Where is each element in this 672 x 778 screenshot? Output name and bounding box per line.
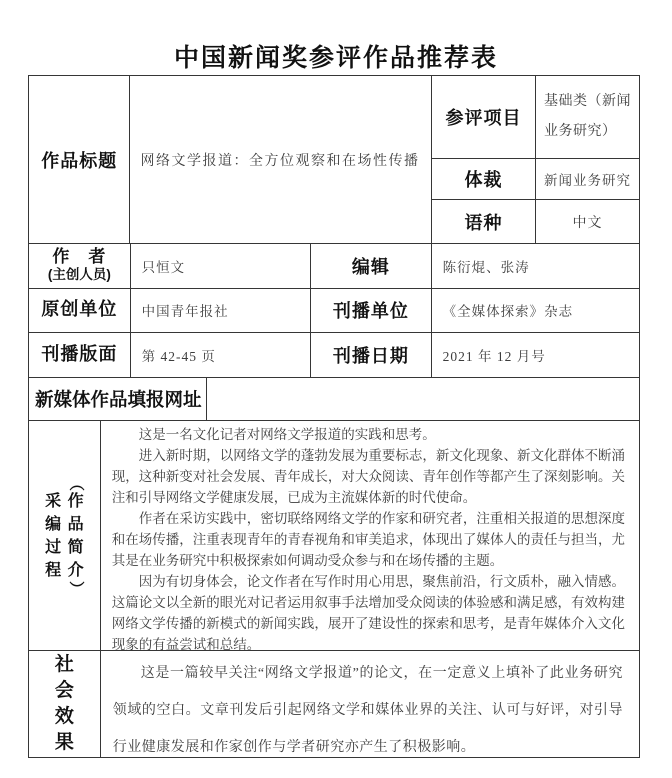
process-label-primary: 采编过程 (45, 492, 62, 579)
publish-page-value: 第 42-45 页 (131, 333, 311, 377)
entry-item-value: 基础类（新闻业务研究） (544, 94, 631, 139)
social-effect-text (101, 651, 639, 757)
author-label-main: 作 者 (52, 247, 107, 267)
process-paragraph: 因为有切身体会，论文作者在写作时用心用思，聚焦前沿，行文质朴，融入情感。这篇论文以全新的眼光对记者运用叙事手法增加受众阅读的体验感和满足感，有效构建网络文学传播的新模式的新闻实践，展开了建设性的探索和思考，是青年媒体介入文化现象的有益尝试和总结。 (111, 574, 625, 653)
row-social-effect (29, 651, 639, 757)
new-media-url-value (207, 378, 639, 421)
process-paragraph: 这是一名文化记者对网络文学报道的实践和思考。 (138, 427, 436, 443)
row-work-title (29, 76, 639, 244)
author-value: 只恒文 (131, 244, 311, 288)
row-new-media-url (29, 378, 639, 422)
paren-close-glyph: ） (67, 580, 85, 596)
language-value: 中文 (572, 215, 603, 231)
original-unit-value: 中国青年报社 (131, 289, 311, 333)
row-entry-item (432, 76, 639, 159)
entry-info-column (432, 76, 639, 243)
process-label-secondary-group (65, 477, 87, 595)
author-label-sub: (主创人员) (47, 267, 111, 283)
genre-value: 新闻业务研究 (544, 173, 631, 188)
process-intro-text (101, 421, 639, 653)
editor-value: 陈衍焜、张涛 (442, 259, 530, 275)
page-title: 中国新闻奖参评作品推荐表 (173, 45, 498, 72)
publish-page-label: 刊播版面 (29, 333, 131, 377)
publish-date-value: 2021 年 12 月号 (442, 348, 546, 364)
social-effect-paragraph: 这是一篇较早关注“网络文学报道”的论文，在一定意义上填补了此业务研究领域的空白。文章刊发后引起网络文学和媒体业界的关注、认可与好评，对引导行业健康发展和作家创作与学者研究亦产生了积极影响。 (112, 666, 623, 756)
row-units (29, 289, 639, 334)
original-unit-label: 原创单位 (29, 289, 131, 333)
language-label: 语种 (432, 200, 536, 243)
author-label (29, 244, 131, 288)
process-paragraph: 作者在采访实践中，密切联络网络文学的作家和研究者，注重相关报道的思想深度和在场传播，注重表现青年的青春视角和审美追求，体现出了媒体人的责任与担当，尤其是在业务研究中积极探索如何调动受众参与和在场传播的主题。 (111, 511, 625, 569)
work-title-value: 网络文学报道：全方位观察和在场性传播 (130, 76, 432, 243)
recommendation-form-table (28, 75, 640, 758)
paren-open-glyph: （ (67, 475, 85, 491)
publish-unit-label: 刊播单位 (311, 289, 432, 333)
row-genre (432, 159, 639, 200)
process-paragraph: 进入新时期，以网络文学的蓬勃发展为重要标志，新文化现象、新文化群体不断涌现，这种新变对社会发展、青年成长，对大众阅读、青年创作等都产生了深刻影响。关注和引导网络文学健康发展，已成为主流媒体新的时代使命。 (111, 448, 625, 506)
process-label-secondary: 作品简介 (67, 492, 84, 579)
process-intro-label (29, 421, 101, 650)
entry-item-label: 参评项目 (432, 76, 536, 158)
publish-unit-value: 《全媒体探索》杂志 (442, 304, 574, 320)
row-process-intro (29, 421, 639, 651)
row-publish-info (29, 333, 639, 378)
row-language (432, 200, 639, 243)
editor-label: 编辑 (311, 244, 432, 288)
genre-label: 体裁 (432, 159, 536, 199)
work-title-label: 作品标题 (29, 76, 130, 243)
process-intro-vertical-label (42, 477, 86, 595)
row-author-editor (29, 244, 639, 289)
social-effect-label-cell (29, 651, 101, 757)
new-media-url-label: 新媒体作品填报网址 (29, 378, 207, 421)
publish-date-label: 刊播日期 (311, 333, 432, 377)
social-effect-label: 社会效果 (54, 654, 74, 754)
